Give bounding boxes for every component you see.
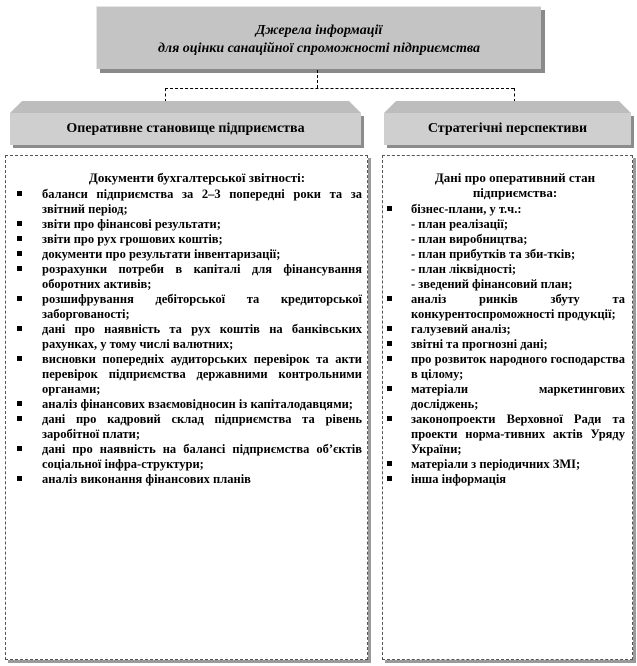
bullet-square-icon [17, 251, 22, 256]
bullet-square-icon [17, 266, 22, 271]
left-panel-list [42, 187, 362, 487]
category-operational-state: Оперативне становище підприємства [10, 113, 361, 145]
list-item: звітні та прогнозні дані; [383, 337, 625, 352]
sub-list-item: - план реалізації; [411, 217, 509, 231]
list-item: аналіз фінансових взаємовідносин із капіталодавцями; [17, 397, 362, 412]
bullet-square-icon [387, 356, 392, 361]
bullet-square-icon [387, 416, 392, 421]
list-item: матеріали з періодичних ЗМІ; [383, 457, 625, 472]
right-panel-content [411, 170, 625, 487]
bullet-square-icon [387, 341, 392, 346]
list-item: бізнес-плани, у т.ч.: [383, 202, 625, 217]
list-item: галузевий аналіз; [383, 322, 625, 337]
list-item: дані про кадровий склад підприємства та рівень заробітної плати; [17, 412, 362, 442]
right-panel-list [411, 202, 625, 487]
sub-list-item: - план виробництва; [411, 232, 528, 246]
bullet-square-icon [17, 401, 22, 406]
list-item: розшифрування дебіторської та кредиторської заборгованості; [17, 292, 362, 322]
connector-vertical-top [317, 70, 318, 88]
bullet-square-icon [17, 416, 22, 421]
sub-list-item: - план ліквідності; [411, 262, 517, 276]
right-panel-title: Дані про оперативний стан підприємства: [434, 170, 596, 200]
bullet-square-icon [17, 191, 22, 196]
header-subtitle: для оцінки санаційної спроможності підприємства [157, 41, 481, 56]
connector-horizontal [165, 88, 514, 89]
list-item: законопроекти Верховної Ради та проекти норма-тивних актів Уряду України; [383, 412, 625, 457]
list-item: інша інформація [383, 472, 625, 487]
bullet-square-icon [387, 296, 392, 301]
left-panel-content [42, 170, 362, 487]
bullet-square-icon [17, 356, 22, 361]
bullet-square-icon [387, 386, 392, 391]
bullet-square-icon [17, 476, 22, 481]
bullet-square-icon [387, 326, 392, 331]
left-panel [5, 155, 368, 660]
list-item: розрахунки потреби в капіталі для фінансування оборотних активів; [17, 262, 362, 292]
sub-list-item: - зведений фінансовий план; [411, 277, 573, 291]
list-item: аналіз ринків збуту та конкурентоспроможності продукції; [383, 292, 625, 322]
list-item: висновки попередніх аудиторських перевірок та акти перевірок підприємства державними контрольними органами; [17, 352, 362, 397]
bullet-square-icon [387, 476, 392, 481]
bullet-square-icon [387, 206, 392, 211]
connector-vertical-right [514, 88, 515, 102]
list-item: звіти про фінансові результати; [17, 217, 362, 232]
list-item: дані про наявність та рух коштів на банківських рахунках, у тому числі валютних; [17, 322, 362, 352]
sub-list-item: - план прибутків та зби-тків; [411, 247, 576, 261]
header-title: Джерела інформації [255, 23, 383, 38]
list-item: дані про наявність на балансі підприємства об’єктів соціальної інфра-структури; [17, 442, 362, 472]
left-panel-title: Документи бухгалтерської звітності: [88, 170, 306, 185]
category-strategic-prospects: Стратегічні перспективи [384, 113, 631, 145]
sources-header-box [96, 6, 541, 69]
list-item: баланси підприємства за 2–3 попередні роки та за звітний період; [17, 187, 362, 217]
list-item: звіти про рух грошових коштів; [17, 232, 362, 247]
connector-vertical-left [165, 88, 166, 102]
bullet-square-icon [17, 221, 22, 226]
bullet-square-icon [17, 296, 22, 301]
list-item: аналіз виконання фінансових планів [17, 472, 362, 487]
list-item: документи про результати інвентаризації; [17, 247, 362, 262]
right-panel [382, 155, 633, 660]
list-item: про розвиток народного господарства в цілому; [383, 352, 625, 382]
list-item: матеріали маркетингових досліджень; [383, 382, 625, 412]
bullet-square-icon [17, 326, 22, 331]
bullet-square-icon [387, 461, 392, 466]
bullet-square-icon [17, 236, 22, 241]
bullet-square-icon [17, 446, 22, 451]
